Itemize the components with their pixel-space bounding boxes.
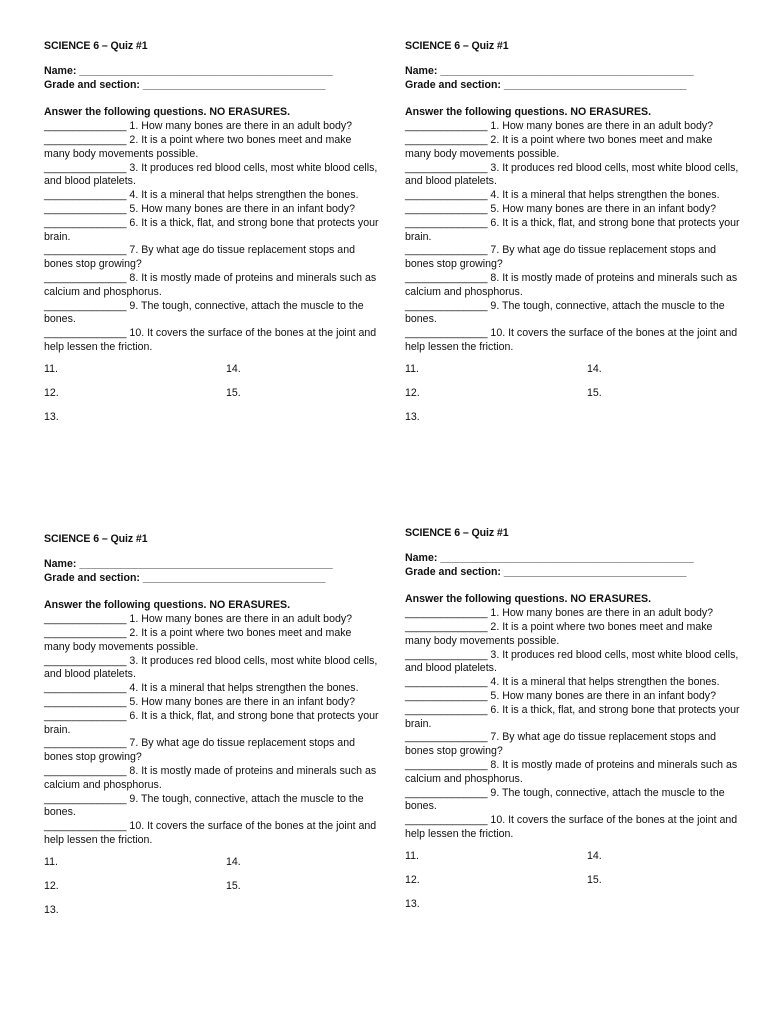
- question-3: ______________ 3. It produces red blood cells, most white blood cells, and blood platelets.: [405, 161, 739, 188]
- instructions: Answer the following questions. NO ERASURES.: [405, 106, 652, 119]
- question-6: ______________ 6. It is a thick, flat, and strong bone that protects your brain.: [44, 216, 379, 243]
- question-4: ______________ 4. It is a mineral that helps strengthen the bones.: [44, 682, 359, 695]
- question-4: ______________ 4. It is a mineral that helps strengthen the bones.: [44, 189, 359, 202]
- name-line: Name: ___________________________________________: [405, 64, 694, 77]
- question-list: [44, 613, 380, 848]
- extra-items: [44, 856, 380, 928]
- item-14: 14.: [587, 362, 602, 375]
- item-13: 13.: [44, 903, 59, 916]
- student-info: [405, 65, 741, 93]
- quiz-title: SCIENCE 6 – Quiz #1: [405, 527, 509, 539]
- item-14: 14.: [226, 362, 241, 375]
- item-15: 15.: [226, 879, 241, 892]
- question-7: ______________ 7. By what age do tissue replacement stops and bones stop growing?: [405, 731, 716, 758]
- question-4: ______________ 4. It is a mineral that helps strengthen the bones.: [405, 189, 720, 202]
- question-3: ______________ 3. It produces red blood cells, most white blood cells, and blood platelets.: [44, 654, 378, 681]
- question-list: [405, 607, 741, 842]
- item-14: 14.: [226, 855, 241, 868]
- name-line: Name: ___________________________________________: [44, 64, 333, 77]
- name-line: Name: ___________________________________________: [405, 551, 694, 564]
- quiz-bottom-left: [44, 533, 380, 928]
- question-3: ______________ 3. It produces red blood cells, most white blood cells, and blood platelets.: [44, 161, 378, 188]
- quiz-title: SCIENCE 6 – Quiz #1: [405, 40, 509, 52]
- question-2: ______________ 2. It is a point where two bones meet and make many body movements possible.: [405, 620, 713, 647]
- extra-items: [405, 363, 741, 435]
- question-1: ______________ 1. How many bones are there in an adult body?: [44, 613, 353, 626]
- quiz-title: SCIENCE 6 – Quiz #1: [44, 533, 148, 545]
- name-line: Name: ___________________________________________: [44, 557, 333, 570]
- question-5: ______________ 5. How many bones are there in an infant body?: [405, 202, 716, 215]
- item-11: 11.: [44, 855, 58, 868]
- quiz-top-left: [44, 40, 380, 435]
- quiz-top-right: [405, 40, 741, 435]
- question-2: ______________ 2. It is a point where two bones meet and make many body movements possible.: [44, 626, 352, 653]
- question-10: ______________ 10. It covers the surface of the bones at the joint and help lessen the friction.: [405, 327, 738, 353]
- question-10: ______________ 10. It covers the surface of the bones at the joint and help lessen the friction.: [405, 814, 738, 840]
- item-12: 12.: [44, 386, 59, 399]
- question-6: ______________ 6. It is a thick, flat, and strong bone that protects your brain.: [405, 216, 740, 243]
- question-10: ______________ 10. It covers the surface of the bones at the joint and help lessen the friction.: [44, 820, 377, 846]
- item-15: 15.: [587, 386, 602, 399]
- instructions: Answer the following questions. NO ERASURES.: [44, 106, 291, 119]
- question-1: ______________ 1. How many bones are there in an adult body?: [405, 120, 714, 133]
- item-11: 11.: [405, 362, 419, 375]
- item-13: 13.: [405, 897, 420, 910]
- question-7: ______________ 7. By what age do tissue replacement stops and bones stop growing?: [405, 244, 716, 271]
- question-9: ______________ 9. The tough, connective, attach the muscle to the bones.: [405, 299, 725, 326]
- item-15: 15.: [587, 873, 602, 886]
- instructions: Answer the following questions. NO ERASURES.: [405, 593, 652, 606]
- question-8: ______________ 8. It is mostly made of proteins and minerals such as calcium and phosphorus.: [44, 271, 377, 298]
- student-info: [44, 65, 380, 93]
- question-2: ______________ 2. It is a point where two bones meet and make many body movements possible.: [405, 133, 713, 160]
- question-7: ______________ 7. By what age do tissue replacement stops and bones stop growing?: [44, 244, 355, 271]
- student-info: [44, 558, 380, 586]
- question-9: ______________ 9. The tough, connective, attach the muscle to the bones.: [44, 792, 364, 819]
- question-1: ______________ 1. How many bones are there in an adult body?: [44, 120, 353, 133]
- question-list: [405, 120, 741, 355]
- question-5: ______________ 5. How many bones are there in an infant body?: [405, 689, 716, 702]
- question-5: ______________ 5. How many bones are there in an infant body?: [44, 695, 355, 708]
- item-12: 12.: [44, 879, 59, 892]
- question-10: ______________ 10. It covers the surface of the bones at the joint and help lessen the friction.: [44, 327, 377, 353]
- question-6: ______________ 6. It is a thick, flat, and strong bone that protects your brain.: [44, 709, 379, 736]
- grade-section-line: Grade and section: _______________________________: [405, 565, 687, 578]
- item-13: 13.: [44, 410, 59, 423]
- item-14: 14.: [587, 849, 602, 862]
- question-2: ______________ 2. It is a point where two bones meet and make many body movements possible.: [44, 133, 352, 160]
- grade-section-line: Grade and section: _______________________________: [405, 78, 687, 91]
- question-6: ______________ 6. It is a thick, flat, and strong bone that protects your brain.: [405, 703, 740, 730]
- grade-section-line: Grade and section: _______________________________: [44, 78, 326, 91]
- question-8: ______________ 8. It is mostly made of proteins and minerals such as calcium and phosphorus.: [405, 758, 738, 785]
- extra-items: [44, 363, 380, 435]
- question-8: ______________ 8. It is mostly made of proteins and minerals such as calcium and phosphorus.: [44, 764, 377, 791]
- question-9: ______________ 9. The tough, connective, attach the muscle to the bones.: [405, 786, 725, 813]
- grade-section-line: Grade and section: _______________________________: [44, 571, 326, 584]
- question-8: ______________ 8. It is mostly made of proteins and minerals such as calcium and phosphorus.: [405, 271, 738, 298]
- quiz-title: SCIENCE 6 – Quiz #1: [44, 40, 148, 52]
- item-15: 15.: [226, 386, 241, 399]
- item-12: 12.: [405, 873, 420, 886]
- extra-items: [405, 850, 741, 922]
- student-info: [405, 552, 741, 580]
- item-13: 13.: [405, 410, 420, 423]
- item-11: 11.: [405, 849, 419, 862]
- instructions: Answer the following questions. NO ERASURES.: [44, 599, 291, 612]
- question-9: ______________ 9. The tough, connective, attach the muscle to the bones.: [44, 299, 364, 326]
- item-11: 11.: [44, 362, 58, 375]
- quiz-bottom-right: [405, 527, 741, 922]
- question-4: ______________ 4. It is a mineral that helps strengthen the bones.: [405, 676, 720, 689]
- question-list: [44, 120, 380, 355]
- question-3: ______________ 3. It produces red blood cells, most white blood cells, and blood platelets.: [405, 648, 739, 675]
- question-5: ______________ 5. How many bones are there in an infant body?: [44, 202, 355, 215]
- item-12: 12.: [405, 386, 420, 399]
- question-1: ______________ 1. How many bones are there in an adult body?: [405, 607, 714, 620]
- question-7: ______________ 7. By what age do tissue replacement stops and bones stop growing?: [44, 737, 355, 764]
